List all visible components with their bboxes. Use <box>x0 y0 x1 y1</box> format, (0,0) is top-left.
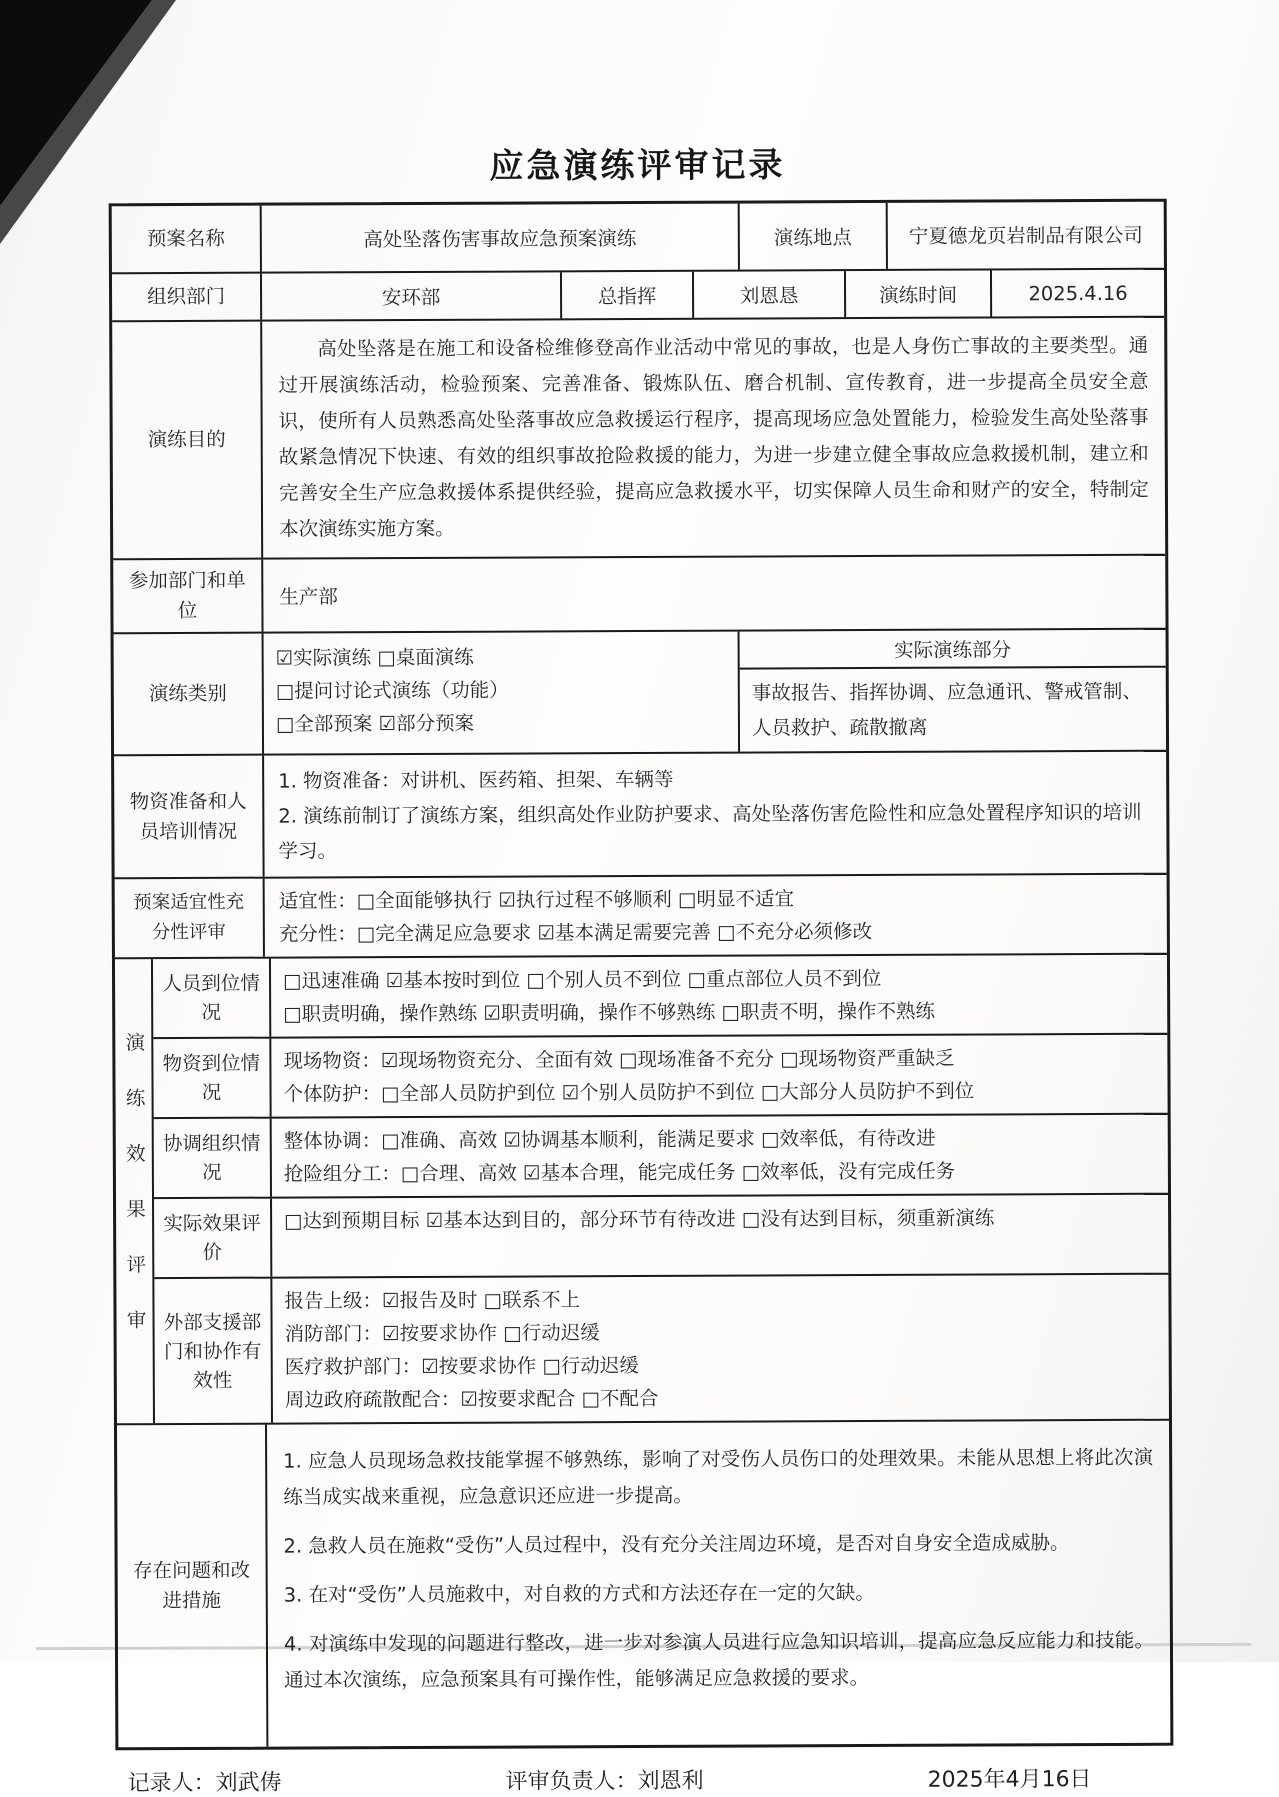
review-form-table <box>109 199 1174 1751</box>
row-purpose <box>112 316 1165 559</box>
effect-row-material <box>153 1033 1167 1117</box>
plan-name-label: 预案名称 <box>146 226 225 251</box>
material-line-2: 2. 演练前制订了演练方案，组织高处作业防护要求、高处坠落伤害危险性和应急处置程序知识的培训学习。 <box>278 800 1142 863</box>
problem-paragraph-2: 2. 急救人员在施救“受伤”人员过程中，没有充分关注周边环境，是否对自身安全造成威胁。 <box>283 1531 1070 1558</box>
problem-paragraph-3: 3. 在对“受伤”人员施救中，对自救的方式和方法还存在一定的欠缺。 <box>283 1580 875 1607</box>
row-category <box>114 628 1167 755</box>
category-option-scope: □全部预案 ☑部分预案 <box>275 711 475 736</box>
row-problems <box>117 1419 1170 1748</box>
category-right-panel <box>738 630 1167 752</box>
category-right-header: 实际演练部分 <box>740 630 1166 670</box>
row-organization <box>112 268 1164 321</box>
effect-personnel-line-1: □迅速准确 ☑基本按时到位 □个别人员不到位 □重点部位人员不到位 <box>283 966 882 993</box>
signature-date: 2025年4月16日 <box>927 1767 1092 1793</box>
effect-material-line-1: 现场物资：☑现场物资充分、全面有效 □现场准备不充分 □现场物资严重缺乏 <box>283 1046 955 1073</box>
effect-personnel-content <box>269 955 1167 1037</box>
effect-material-line-2: 个体防护：□全部人员防护到位 ☑个别人员防护不到位 □大部分人员防护不到位 <box>283 1079 975 1106</box>
plan-review-adequacy: 充分性：□完全满足应急要求 ☑基本满足需要完善 □不充分必须修改 <box>278 919 873 946</box>
plan-review-label: 预案适宜性充分性评审 <box>133 891 245 944</box>
signature-footer <box>115 1762 1173 1797</box>
row-plan-name <box>112 202 1164 273</box>
effect-external-content <box>270 1275 1169 1423</box>
effect-result-label: 实际效果评价 <box>163 1211 261 1264</box>
effect-result-content <box>270 1195 1168 1277</box>
plan-name-value: 高处坠落伤害事故应急预案演练 <box>260 204 738 272</box>
material-label: 物资准备和人员培训情况 <box>129 789 247 843</box>
page-title: 应急演练评审记录 <box>489 145 786 187</box>
row-effect-review <box>115 953 1169 1424</box>
problem-paragraph-4: 4. 对演练中发现的问题进行整改，进一步对参演人员进行应急知识培训，提高应急反应能力和技能。通过本次演练，应急预案具有可操作性，能够满足应急救援的要求。 <box>283 1628 1154 1692</box>
problems-content <box>265 1421 1170 1747</box>
category-label: 演练类别 <box>148 681 227 706</box>
effect-external-line-1: 报告上级：☑报告及时 □联系不上 <box>284 1288 581 1313</box>
time-value: 2025.4.16 <box>990 270 1164 317</box>
location-value: 宁夏德龙页岩制品有限公司 <box>886 202 1164 269</box>
plan-review-suitability: 适宜性：□全面能够执行 ☑执行过程不够顺利 □明显不适宜 <box>278 887 794 913</box>
effect-review-body <box>151 955 1169 1423</box>
effect-material-label: 物资到位情况 <box>162 1051 261 1104</box>
effect-row-external <box>154 1273 1169 1423</box>
commander-value: 刘恩恳 <box>692 271 844 318</box>
form-sheet <box>108 136 1173 1797</box>
effect-personnel-label: 人员到位情况 <box>162 971 260 1024</box>
problem-paragraph-1: 1. 应急人员现场急救技能掌握不够熟练，影响了对受伤人员伤口的处理效果。未能从思想上将此次演练当成实战来重视，应急意识还应进一步提高。 <box>283 1445 1154 1509</box>
effect-material-content <box>269 1035 1167 1117</box>
effect-coordination-line-1: 整体协调：□准确、高效 ☑协调基本顺利，能满足要求 □效率低，有待改进 <box>283 1126 936 1153</box>
category-options <box>262 632 739 754</box>
reviewer-signature: 评审负责人：刘恩利 <box>505 1768 704 1795</box>
effect-external-line-2: 消防部门：☑按要求协作 □行动迟缓 <box>284 1321 600 1346</box>
category-option-actual: ☑实际演练 □桌面演练 <box>275 645 474 670</box>
effect-coordination-line-2: 抢险组分工：□合理、高效 ☑基本合理，能完成任务 □效率低，没有完成任务 <box>283 1159 956 1186</box>
effect-external-line-3: 医疗救护部门：☑按要求协作 □行动迟缓 <box>284 1354 639 1379</box>
effect-external-label: 外部支援部门和协作有效性 <box>163 1310 262 1392</box>
org-label: 组织部门 <box>147 284 226 309</box>
effect-review-vertical-label: 演练效果评审 <box>122 1031 147 1365</box>
purpose-text: 高处坠落是在施工和设备检维修登高作业活动中常见的事故，也是人身伤亡事故的主要类型。通过开展演练活动，检验预案、完善准备、锻炼队伍、磨合机制、宣传教育，进一步提高全员安全意识，使所有人员熟悉高处坠落事故应急救援运行程序，提高现场应急处置能力，检验发生高处坠落事故紧急情况下快速、有效的组织事故抢险救援的能力，为进一步建立健全事故应急救援机制，建立和完善安全生产应急救援体系提供经验，提高应急救援水平，切实保障人员生命和财产的安全，特制定本次演练实施方案。 <box>260 318 1165 558</box>
purpose-label: 演练目的 <box>147 427 226 452</box>
row-plan-review <box>115 873 1167 958</box>
material-line-1: 1. 物资准备：对讲机、医药箱、担架、车辆等 <box>278 767 674 793</box>
location-label: 演练地点 <box>738 203 886 270</box>
participants-value: 生产部 <box>261 556 1165 632</box>
time-label: 演练时间 <box>844 270 990 317</box>
effect-personnel-line-2: □职责明确，操作熟练 ☑职责明确，操作不够熟练 □职责不明，操作不熟练 <box>283 999 935 1026</box>
commander-label: 总指挥 <box>560 272 692 319</box>
material-content <box>262 752 1167 877</box>
effect-row-result <box>154 1193 1168 1277</box>
row-material <box>114 750 1167 878</box>
effect-row-personnel <box>153 955 1167 1037</box>
plan-review-content <box>263 875 1167 957</box>
effect-row-coordination <box>154 1113 1168 1197</box>
category-right-text: 事故报告、指挥协调、应急通讯、警戒管制、人员救护、疏散撤离 <box>751 679 1142 740</box>
effect-coordination-content <box>270 1115 1168 1197</box>
effect-external-line-4: 周边政府疏散配合：☑按要求配合 □不配合 <box>284 1386 659 1412</box>
participants-label: 参加部门和单位 <box>128 568 246 623</box>
problems-label: 存在问题和改进措施 <box>133 1558 251 1613</box>
category-option-discussion: □提问讨论式演练（功能） <box>275 678 509 703</box>
row-participants <box>113 554 1165 633</box>
effect-coordination-label: 协调组织情况 <box>162 1131 261 1184</box>
effect-result-line-1: □达到预期目标 ☑基本达到目的，部分环节有待改进 □没有达到目标，须重新演练 <box>284 1206 995 1233</box>
recorder-signature: 记录人：刘武俦 <box>127 1770 282 1797</box>
org-value: 安环部 <box>260 272 560 319</box>
